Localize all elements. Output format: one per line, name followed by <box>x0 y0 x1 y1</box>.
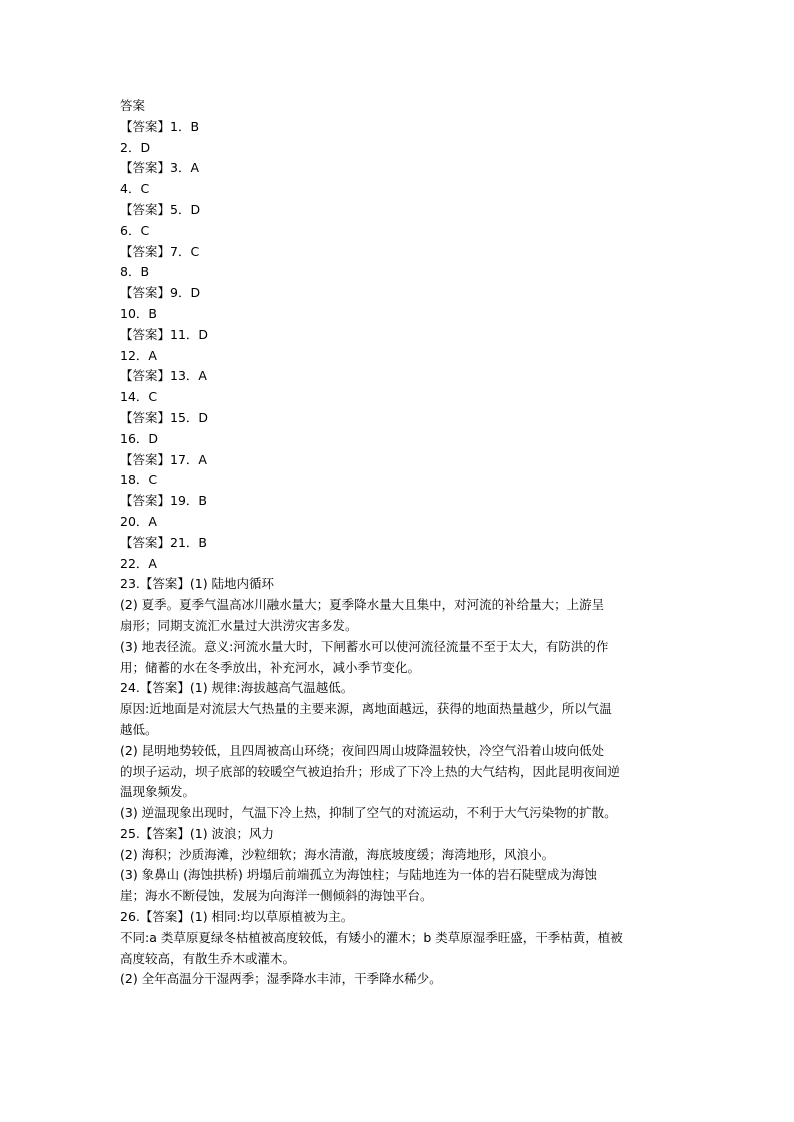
answer-line: 用；储蓄的水在冬季放出，补充河水，减小季节变化。 <box>120 659 421 675</box>
answer-line: 【答案】15．D <box>120 409 209 425</box>
answer-line: 【答案】19．B <box>120 493 207 509</box>
answer-line: 【答案】9．D <box>120 285 201 301</box>
answer-line: 越低。 <box>120 721 158 737</box>
answer-key-body <box>120 96 680 990</box>
answer-line: 10．B <box>120 305 157 321</box>
answer-line: (3) 逆温现象出现时，气温下冷上热，抑制了空气的对流运动，不利于大气污染物的扩散。 <box>120 805 617 821</box>
answer-line: (2) 昆明地势较低，且四周被高山环绕；夜间四周山坡降温较快，冷空气沿着山坡向低处 <box>120 742 605 758</box>
answer-line: 2．D <box>120 139 151 155</box>
answer-line: 【答案】5．D <box>120 201 201 217</box>
answer-line: 22．A <box>120 555 157 571</box>
answer-line: 温现象频发。 <box>120 784 196 800</box>
answer-line: 【答案】1．B <box>120 118 200 134</box>
answer-line: 【答案】7．C <box>120 243 200 259</box>
answer-line: (3) 地表径流。意义:河流水量大时，下闸蓄水可以使河流径流量不至于太大，有防洪的作 <box>120 638 609 654</box>
answer-line: 高度较高，有散生乔木或灌木。 <box>120 950 296 966</box>
answer-line: 的坝子运动，坝子底部的较暖空气被迫抬升；形成了下冷上热的大气结构，因此昆明夜间逆 <box>120 763 621 779</box>
answer-line: 6．C <box>120 222 150 238</box>
answer-line: 8．B <box>120 264 150 280</box>
answer-line: 26.【答案】(1) 相同:均以草原植被为主。 <box>120 909 354 925</box>
answer-line: (2) 海积；沙质海滩，沙粒细软；海水清澈，海底坡度缓；海湾地形，风浪小。 <box>120 846 555 862</box>
answer-line: 23.【答案】(1) 陆地内循环 <box>120 576 275 592</box>
answer-line: (2) 全年高温分干湿两季；湿季降水丰沛，干季降水稀少。 <box>120 971 442 987</box>
answer-line: 原因:近地面是对流层大气热量的主要来源，离地面越远，获得的地面热量越少，所以气温 <box>120 701 612 717</box>
answer-heading: 答案 <box>120 98 146 113</box>
answer-line: 18．C <box>120 472 158 488</box>
answer-line: 扇形；同期支流汇水量过大洪涝灾害多发。 <box>120 617 358 633</box>
answer-line: 【答案】21．B <box>120 534 207 550</box>
answer-line: 12．A <box>120 347 157 363</box>
answer-line: (3) 象鼻山 (海蚀拱桥) 坍塌后前端孤立为海蚀柱；与陆地连为一体的岩石陡壁成为海蚀 <box>120 867 597 883</box>
answer-line: 【答案】13．A <box>120 368 207 384</box>
answer-line: 4．C <box>120 181 150 197</box>
answer-line: 24.【答案】(1) 规律:海拔越高气温越低。 <box>120 680 354 696</box>
answer-line: 14．C <box>120 389 158 405</box>
answer-line: 20．A <box>120 513 157 529</box>
answer-line: (2) 夏季。夏季气温高冰川融水量大；夏季降水量大且集中，对河流的补给量大；上游呈 <box>120 597 605 613</box>
answer-line: 不同:a 类草原夏绿冬枯植被高度较低，有矮小的灌木；b 类草原湿季旺盛，干季枯黄，植被 <box>120 929 623 945</box>
answer-line: 【答案】3．A <box>120 160 200 176</box>
answer-line: 崖；海水不断侵蚀，发展为向海洋一侧倾斜的海蚀平台。 <box>120 888 433 904</box>
answer-line: 【答案】11．D <box>120 326 209 342</box>
answer-line: 16．D <box>120 430 159 446</box>
answer-line: 25.【答案】(1) 波浪；风力 <box>120 825 275 841</box>
answer-line: 【答案】17．A <box>120 451 207 467</box>
